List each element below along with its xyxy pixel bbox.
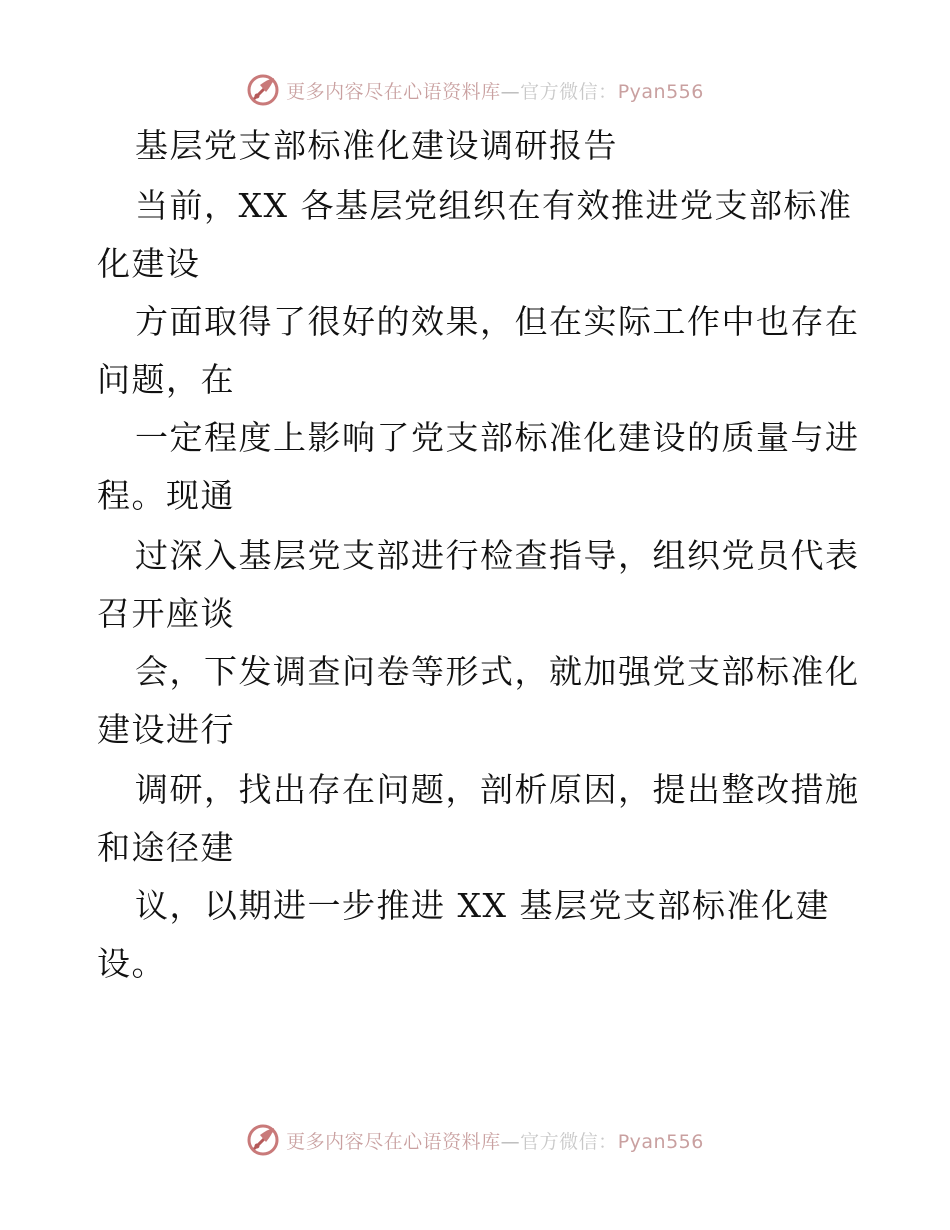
paragraph-line: 设。 — [97, 944, 166, 983]
watermark-text — [286, 1127, 704, 1154]
paragraph-line: 议，以期进一步推进 XX 基层党支部标准化建 — [135, 886, 830, 925]
paragraph-line: 和途径建 — [97, 828, 235, 867]
watermark-dash: — — [500, 80, 521, 103]
watermark-main: 更多内容尽在心语资料库 — [286, 80, 501, 103]
paragraph-line: 当前，XX 各基层党组织在有效推进党支部标准 — [135, 186, 853, 225]
paragraph-line: 化建设 — [97, 244, 201, 283]
watermark-dash: — — [500, 1130, 521, 1153]
document-title: 基层党支部标准化建设调研报告 — [135, 126, 618, 165]
paragraph-line: 调研，找出存在问题，剖析原因，提出整改措施 — [135, 770, 860, 809]
footer-watermark — [0, 1120, 950, 1160]
watermark-text — [286, 77, 704, 104]
watermark-wechat-label: 官方微信： — [520, 1130, 618, 1153]
quill-logo-icon — [246, 73, 280, 107]
paragraph-line: 建设进行 — [97, 710, 235, 749]
paragraph-line: 过深入基层党支部进行检查指导，组织党员代表 — [135, 536, 860, 575]
watermark-main: 更多内容尽在心语资料库 — [286, 1130, 501, 1153]
watermark-wechat-label: 官方微信： — [520, 80, 618, 103]
paragraph-line: 一定程度上影响了党支部标准化建设的质量与进 — [135, 418, 860, 457]
header-watermark — [0, 70, 950, 110]
watermark-account: Pyan556 — [617, 1130, 704, 1153]
paragraph-line: 会，下发调查问卷等形式，就加强党支部标准化 — [135, 652, 860, 691]
watermark-account: Pyan556 — [617, 80, 704, 103]
paragraph-line: 问题，在 — [97, 360, 235, 399]
quill-logo-icon — [246, 1123, 280, 1157]
paragraph-line: 程。现通 — [97, 476, 235, 515]
paragraph-line: 召开座谈 — [97, 594, 235, 633]
paragraph-line: 方面取得了很好的效果，但在实际工作中也存在 — [135, 302, 860, 341]
